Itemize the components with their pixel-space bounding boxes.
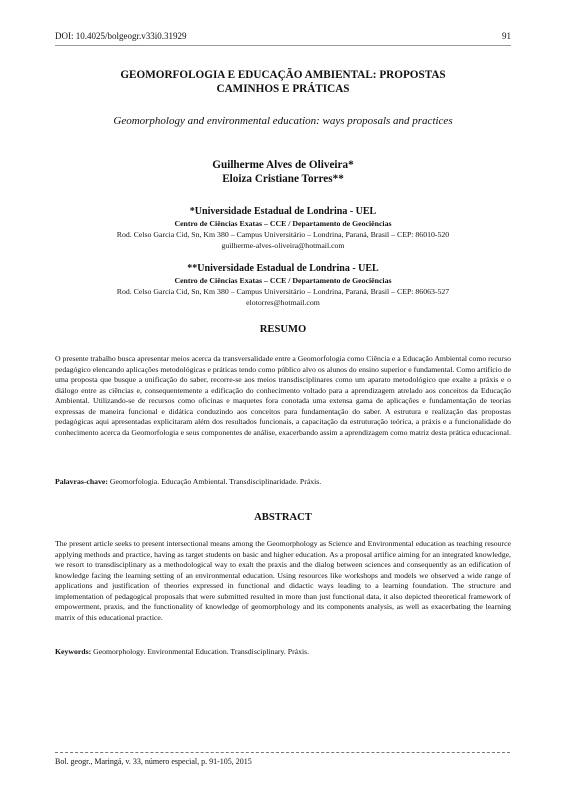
keywords-value: Geomorfologia. Educação Ambiental. Transdisciplinaridade. Práxis. <box>109 477 322 486</box>
affiliation-dept: Centro de Ciências Exatas – CCE / Departamento de Geociências <box>174 276 392 285</box>
affiliation-name: *Universidade Estadual de Londrina - UEL <box>189 206 377 217</box>
affiliation-address: Rod. Celso Garcia Cid, Sn, Km 380 – Campus Universitário – Londrina, Paraná, Brasil – CEP: 86063-527 <box>116 287 450 296</box>
keywords-value: Geomorphology. Environmental Education. Transdisciplinary. Práxis. <box>93 647 310 656</box>
affiliation-block <box>40 263 526 308</box>
abstract-text: The present article seeks to present intersectional means among the Geomorphology as Science and Environmental education as teaching resource applying methods and practice, having as target students on basic and higher education. As a proposal artifice aiming for an integrated knowledge, we resort to transdisciplinary as a methodological way to exalt the praxis and the dialog between sciences and consequently as an edification of knowledge facing the learning setting of an environmental education. Using resources like workshops and models we observed a wide range of applications and justification of theories expressed in functional and didactic ways leading to a learning foundation. The structure and implementation of pedagogical proposals that were submitted resulted in more than just functional data, it also depicted theoretical framework of empowerment, praxis, and the functionality of knowledge of geomorphology and its components analysis, as well as exacerbating the learning matrix of this educational practice. <box>55 539 511 622</box>
title-line: GEOMORFOLOGIA E EDUCAÇÃO AMBIENTAL: PROPOSTAS <box>120 69 446 81</box>
affiliation-block <box>40 206 526 251</box>
keywords-label: Palavras-chave: <box>55 477 108 486</box>
doi-header: DOI: 10.4025/bolgeogr.v33i0.31929 <box>55 31 187 41</box>
footer-citation: Bol. geogr., Maringá, v. 33, número especial, p. 91-105, 2015 <box>55 757 252 766</box>
footer-rule <box>55 752 510 753</box>
paper-title <box>60 68 506 96</box>
abstract-heading: ABSTRACT <box>254 512 312 523</box>
paper-subtitle: Geomorphology and environmental education: ways proposals and practices <box>113 115 453 127</box>
affiliation-dept: Centro de Ciências Exatas – CCE / Departamento de Geociências <box>174 219 392 228</box>
keywords-label: Keywords: <box>55 647 92 656</box>
header-rule <box>55 45 511 46</box>
affiliation-email: guilherme-alves-oliveira@hotmail.com <box>221 241 345 250</box>
affiliation-email: elotorres@hotmail.com <box>246 298 320 307</box>
author-name: Eloiza Cristiane Torres** <box>222 172 344 185</box>
author-name: Guilherme Alves de Oliveira* <box>212 159 354 171</box>
abstract-keywords <box>55 647 511 656</box>
author-list <box>40 159 526 186</box>
resumo-keywords <box>55 477 511 486</box>
affiliation-name: **Universidade Estadual de Londrina - UEL <box>187 263 379 274</box>
title-line: CAMINHOS E PRÁTICAS <box>216 83 350 95</box>
resumo-text: O presente trabalho busca apresentar meios acerca da transversalidade entre a Geomorfologia como Ciência e a Educação Ambiental como recurso pedagógico elencando aplicações metodológicas e práticas tendo como público alvo os alunos do ensino superior e fundamental. Como artifício de uma proposta que busque a unificação do saber, recorre-se aos meios transdisciplinares como um aparato metodológico que exalte a práxis e o diálogo entre as ciências e, consequentemente a edificação do conhecimento voltado para a aprendizagem atrelado aos conceitos da Educação Ambiental. Utilizando-se de recursos como oficinas e maquetes fora conotada uma extensa gama de aplicações e fundamentação de teorias expressas de maneira funcional e didática conduzindo aos conceitos para fundamentação do saber. A estrutura e realização das propostas pedagógicas aqui apresentadas explicitaram além dos resultados funcionais, a capacitação da estruturação teórica, a práxis e a funcionalidade do conhecimento acerca da Geomorfologia e seus componentes de análise, exacerbando assim a aprendizagem como matriz desta prática educacional. <box>55 354 511 437</box>
page-number: 91 <box>502 31 511 41</box>
affiliation-address: Rod. Celso Garcia Cid, Sn, Km 380 – Campus Universitário – Londrina, Paraná, Brasil – CEP: 86010-520 <box>116 230 450 239</box>
resumo-heading: RESUMO <box>259 324 307 335</box>
